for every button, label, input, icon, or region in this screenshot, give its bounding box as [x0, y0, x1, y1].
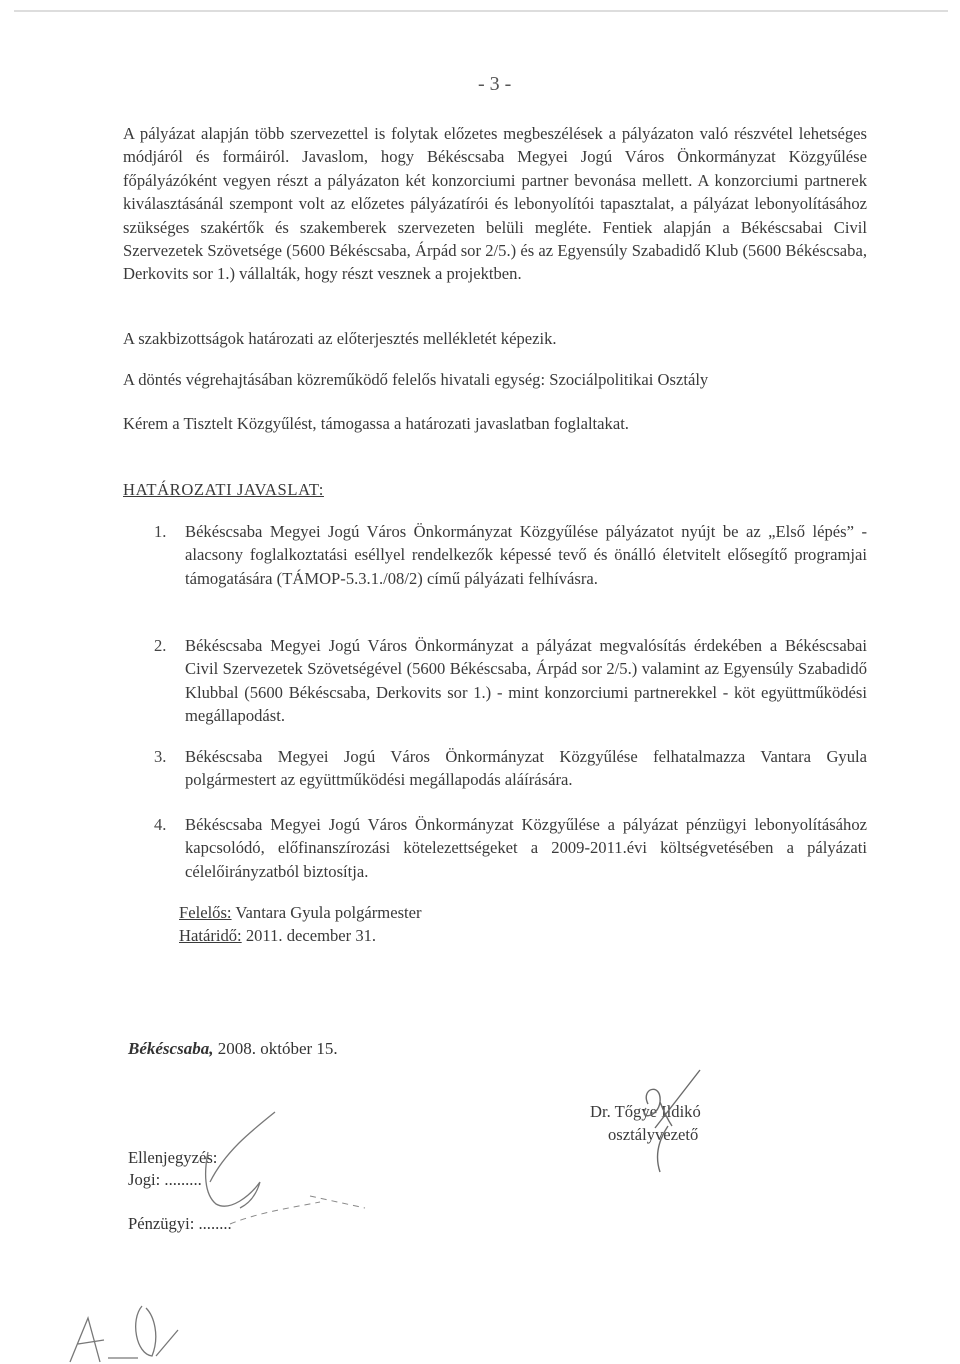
- item-text: Békéscsaba Megyei Jogú Város Önkormányzat a pályázat megvalósítás érdekében a Békéscsabai Civil Szervezetek Szövetségével (5600 Békéscsaba, Árpád sor 2/5.) valamint az Egyensúly Szabadidő Klubbal (5600 Békéscsaba, Derkovits sor 1.) - mint konzorciumi partnerekkel - köt együttműködési megállapodást.: [185, 636, 867, 726]
- page-number: - 3 -: [478, 73, 512, 95]
- item-text: Békéscsaba Megyei Jogú Város Önkormányzat Közgyűlése felhatalmazza Vantara Gyula polgármestert az együttműködési megállapodás aláírására.: [185, 747, 867, 790]
- scan-edge: [14, 10, 948, 12]
- responsible-value: Vantara Gyula polgármester: [231, 903, 422, 922]
- item-number: 2.: [154, 636, 167, 655]
- responsible-line: [179, 903, 422, 923]
- item-number: 3.: [154, 747, 167, 766]
- approval-finance: Pénzügyi: ........: [128, 1214, 232, 1233]
- place-date: [128, 1039, 338, 1059]
- deadline-value: 2011. december 31.: [241, 926, 377, 945]
- item-number: 4.: [154, 815, 167, 834]
- responsible-unit-paragraph: A döntés végrehajtásában közreműködő felelős hivatali egység: Szociálpolitikai Osztály: [123, 370, 709, 389]
- signer-title: osztályvezető: [608, 1125, 699, 1144]
- initials-mark: [60, 1296, 210, 1364]
- committee-paragraph: A szakbizottságok határozati az előterjesztés mellékletét képezik.: [123, 329, 557, 348]
- approval-signature-mark: [190, 1112, 380, 1232]
- intro-paragraph: A pályázat alapján több szervezettel is folytak előzetes megbeszélések a pályázaton való részvétel lehetséges módjáról és formáiról. Javaslom, hogy Békéscsaba Megyei Jogú Város Önkormányzat Közgyűlése főpályázóként vegyen részt a pályázaton két konzorciumi partner bevonása mellett. A konzorciumi partnerek kiválasztásánál szempont volt az előzetes pályázatírói és lebonyolítói tapasztalat, a pályázat lebonyolításához szükséges szakértők és szakemberek szervezeten belüli megléte. Fentiek alapján a Békéscsabai Civil Szervezetek Szövetsége (5600 Békéscsaba, Árpád sor 2/5.) és az Egyensúly Szabadidő Klub (5600 Békéscsaba, Derkovits sor 1.) vállalták, hogy részt vesznek a projektben.: [123, 124, 867, 284]
- request-paragraph: Kérem a Tisztelt Közgyűlést, támogassa a határozati javaslatban foglaltakat.: [123, 414, 629, 433]
- item-text: Békéscsaba Megyei Jogú Város Önkormányzat Közgyűlése a pályázat pénzügyi lebonyolításához kapcsolódó, előfinanszírozási kötelezettségeket a 2009-2011.évi költségvetésében a pályázati célelőirányzatból biztosítja.: [185, 815, 867, 881]
- date: 2008. október 15.: [213, 1039, 338, 1058]
- resolution-heading: HATÁROZATI JAVASLAT:: [123, 480, 324, 499]
- approval-legal: Jogi: .........: [128, 1170, 202, 1189]
- responsible-label: Felelős:: [179, 903, 232, 922]
- place: Békéscsaba,: [128, 1039, 214, 1058]
- signature-mark: [610, 1068, 720, 1178]
- deadline-label: Határidő:: [179, 926, 242, 945]
- deadline-line: [179, 926, 376, 946]
- item-text: Békéscsaba Megyei Jogú Város Önkormányzat Közgyűlése pályázatot nyújt be az „Első lépés” - alacsony foglalkoztatási eséllyel rendelkezők képessé tevő és önálló életvitelt elősegítő programjai támogatására (TÁMOP-5.3.1./08/2) című pályázati felhívásra.: [185, 522, 867, 588]
- item-number: 1.: [154, 522, 167, 541]
- approval-heading: Ellenjegyzés:: [128, 1148, 218, 1167]
- signer-name: Dr. Tőgye Ildikó: [590, 1102, 701, 1121]
